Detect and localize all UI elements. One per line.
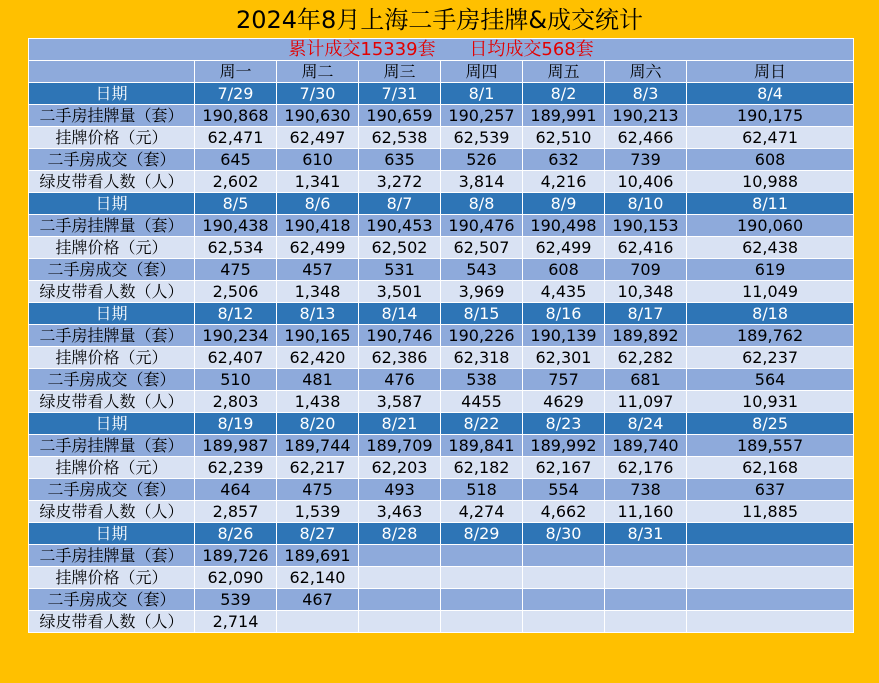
- value-cell: 189,740: [605, 435, 687, 457]
- value-cell: 610: [277, 149, 359, 171]
- date-row: [29, 83, 854, 105]
- value-cell: 62,237: [687, 347, 854, 369]
- value-cell: 190,438: [195, 215, 277, 237]
- header-corner: [29, 61, 195, 83]
- value-cell: 2,857: [195, 501, 277, 523]
- date-cell: 8/13: [277, 303, 359, 325]
- date-cell: 7/30: [277, 83, 359, 105]
- value-cell: 190,746: [359, 325, 441, 347]
- value-cell: 464: [195, 479, 277, 501]
- value-cell: 475: [195, 259, 277, 281]
- value-cell: 619: [687, 259, 854, 281]
- row-label: 挂牌价格（元）: [29, 127, 195, 149]
- value-cell: 62,301: [523, 347, 605, 369]
- value-cell: 189,841: [441, 435, 523, 457]
- summary-cell: [29, 39, 854, 61]
- value-cell: 190,659: [359, 105, 441, 127]
- deals-row: [29, 149, 854, 171]
- value-cell: 62,182: [441, 457, 523, 479]
- value-cell: 11,885: [687, 501, 854, 523]
- value-cell: 62,510: [523, 127, 605, 149]
- row-label: 二手房成交（套）: [29, 369, 195, 391]
- value-cell: 62,318: [441, 347, 523, 369]
- value-cell: 645: [195, 149, 277, 171]
- price-row: [29, 347, 854, 369]
- date-cell: 8/3: [605, 83, 687, 105]
- value-cell: 62,416: [605, 237, 687, 259]
- value-cell: [359, 567, 441, 589]
- value-cell: 62,438: [687, 237, 854, 259]
- value-cell: 554: [523, 479, 605, 501]
- value-cell: 1,341: [277, 171, 359, 193]
- value-cell: 189,744: [277, 435, 359, 457]
- value-cell: 1,348: [277, 281, 359, 303]
- value-cell: [523, 611, 605, 633]
- value-cell: 190,175: [687, 105, 854, 127]
- value-cell: 11,160: [605, 501, 687, 523]
- value-cell: 62,168: [687, 457, 854, 479]
- value-cell: 10,988: [687, 171, 854, 193]
- value-cell: 62,239: [195, 457, 277, 479]
- value-cell: [359, 611, 441, 633]
- value-cell: 189,557: [687, 435, 854, 457]
- weekday-header: 周六: [605, 61, 687, 83]
- value-cell: 62,471: [687, 127, 854, 149]
- date-cell: 7/29: [195, 83, 277, 105]
- value-cell: 4,274: [441, 501, 523, 523]
- weekday-header: 周四: [441, 61, 523, 83]
- value-cell: 62,499: [277, 237, 359, 259]
- value-cell: 10,931: [687, 391, 854, 413]
- value-cell: [441, 545, 523, 567]
- date-row: [29, 193, 854, 215]
- value-cell: 190,213: [605, 105, 687, 127]
- value-cell: 190,498: [523, 215, 605, 237]
- value-cell: 189,691: [277, 545, 359, 567]
- row-label: 二手房成交（套）: [29, 259, 195, 281]
- value-cell: 62,502: [359, 237, 441, 259]
- value-cell: 190,165: [277, 325, 359, 347]
- value-cell: 62,407: [195, 347, 277, 369]
- date-cell: 8/12: [195, 303, 277, 325]
- value-cell: 467: [277, 589, 359, 611]
- value-cell: 190,476: [441, 215, 523, 237]
- date-cell: 8/15: [441, 303, 523, 325]
- value-cell: 3,272: [359, 171, 441, 193]
- value-cell: 3,463: [359, 501, 441, 523]
- value-cell: 4,662: [523, 501, 605, 523]
- value-cell: 635: [359, 149, 441, 171]
- value-cell: 189,987: [195, 435, 277, 457]
- date-cell: 8/6: [277, 193, 359, 215]
- value-cell: 190,139: [523, 325, 605, 347]
- value-cell: [605, 611, 687, 633]
- date-cell: 8/19: [195, 413, 277, 435]
- value-cell: [605, 589, 687, 611]
- date-cell: 8/25: [687, 413, 854, 435]
- value-cell: 632: [523, 149, 605, 171]
- value-cell: 681: [605, 369, 687, 391]
- row-label: 日期: [29, 83, 195, 105]
- date-cell: 8/5: [195, 193, 277, 215]
- value-cell: 531: [359, 259, 441, 281]
- row-label: 二手房成交（套）: [29, 589, 195, 611]
- deals-row: [29, 479, 854, 501]
- value-cell: [523, 589, 605, 611]
- price-row: [29, 237, 854, 259]
- daily-average: 日均成交568套: [469, 39, 594, 60]
- listings-row: [29, 325, 854, 347]
- row-label: 二手房成交（套）: [29, 149, 195, 171]
- row-label: 绿皮带看人数（人）: [29, 171, 195, 193]
- row-label: 二手房成交（套）: [29, 479, 195, 501]
- value-cell: 2,803: [195, 391, 277, 413]
- row-label: 二手房挂牌量（套）: [29, 545, 195, 567]
- row-label: 挂牌价格（元）: [29, 567, 195, 589]
- value-cell: 608: [523, 259, 605, 281]
- price-row: [29, 567, 854, 589]
- row-label: 挂牌价格（元）: [29, 237, 195, 259]
- date-cell: 8/29: [441, 523, 523, 545]
- date-cell: 8/18: [687, 303, 854, 325]
- viewings-row: [29, 391, 854, 413]
- value-cell: 62,534: [195, 237, 277, 259]
- value-cell: 62,167: [523, 457, 605, 479]
- viewings-row: [29, 501, 854, 523]
- value-cell: [359, 589, 441, 611]
- value-cell: 4,216: [523, 171, 605, 193]
- date-row: [29, 303, 854, 325]
- summary-row: [29, 39, 854, 61]
- row-label: 绿皮带看人数（人）: [29, 501, 195, 523]
- value-cell: 62,176: [605, 457, 687, 479]
- value-cell: 637: [687, 479, 854, 501]
- date-cell: 7/31: [359, 83, 441, 105]
- value-cell: 190,868: [195, 105, 277, 127]
- value-cell: 2,602: [195, 171, 277, 193]
- row-label: 二手房挂牌量（套）: [29, 325, 195, 347]
- value-cell: 3,587: [359, 391, 441, 413]
- value-cell: [687, 567, 854, 589]
- row-label: 二手房挂牌量（套）: [29, 435, 195, 457]
- value-cell: 10,406: [605, 171, 687, 193]
- date-cell: 8/1: [441, 83, 523, 105]
- date-row: [29, 413, 854, 435]
- value-cell: 190,418: [277, 215, 359, 237]
- value-cell: [359, 545, 441, 567]
- value-cell: 510: [195, 369, 277, 391]
- value-cell: 11,097: [605, 391, 687, 413]
- total-deals: 累计成交15339套: [288, 39, 436, 60]
- value-cell: 476: [359, 369, 441, 391]
- value-cell: [687, 545, 854, 567]
- deals-row: [29, 369, 854, 391]
- date-cell: 8/31: [605, 523, 687, 545]
- viewings-row: [29, 171, 854, 193]
- row-label: 日期: [29, 303, 195, 325]
- date-cell: 8/4: [687, 83, 854, 105]
- value-cell: 62,539: [441, 127, 523, 149]
- value-cell: 62,538: [359, 127, 441, 149]
- row-label: 绿皮带看人数（人）: [29, 391, 195, 413]
- row-label: 日期: [29, 193, 195, 215]
- weekday-header: 周三: [359, 61, 441, 83]
- value-cell: 493: [359, 479, 441, 501]
- value-cell: [523, 545, 605, 567]
- value-cell: [441, 589, 523, 611]
- value-cell: 62,140: [277, 567, 359, 589]
- weekday-header: 周日: [687, 61, 854, 83]
- value-cell: 62,471: [195, 127, 277, 149]
- listings-row: [29, 545, 854, 567]
- value-cell: 190,060: [687, 215, 854, 237]
- value-cell: 11,049: [687, 281, 854, 303]
- row-label: 挂牌价格（元）: [29, 457, 195, 479]
- value-cell: 543: [441, 259, 523, 281]
- value-cell: [441, 611, 523, 633]
- row-label: 绿皮带看人数（人）: [29, 281, 195, 303]
- value-cell: 62,420: [277, 347, 359, 369]
- date-cell: 8/9: [523, 193, 605, 215]
- row-label: 二手房挂牌量（套）: [29, 215, 195, 237]
- weekday-header: 周五: [523, 61, 605, 83]
- value-cell: 62,090: [195, 567, 277, 589]
- value-cell: 189,991: [523, 105, 605, 127]
- value-cell: 189,709: [359, 435, 441, 457]
- date-cell: 8/30: [523, 523, 605, 545]
- viewings-row: [29, 281, 854, 303]
- value-cell: 539: [195, 589, 277, 611]
- row-label: 挂牌价格（元）: [29, 347, 195, 369]
- date-row: [29, 523, 854, 545]
- value-cell: 564: [687, 369, 854, 391]
- page-title: 2024年8月上海二手房挂牌&成交统计: [235, 6, 644, 34]
- value-cell: [605, 545, 687, 567]
- value-cell: 2,714: [195, 611, 277, 633]
- weekday-header: 周一: [195, 61, 277, 83]
- value-cell: 739: [605, 149, 687, 171]
- listings-row: [29, 435, 854, 457]
- value-cell: [523, 567, 605, 589]
- value-cell: 62,282: [605, 347, 687, 369]
- date-cell: 8/11: [687, 193, 854, 215]
- value-cell: 10,348: [605, 281, 687, 303]
- row-label: 日期: [29, 413, 195, 435]
- value-cell: 4455: [441, 391, 523, 413]
- value-cell: 190,257: [441, 105, 523, 127]
- weekday-header: 周二: [277, 61, 359, 83]
- viewings-row: [29, 611, 854, 633]
- value-cell: 475: [277, 479, 359, 501]
- value-cell: 3,814: [441, 171, 523, 193]
- value-cell: 608: [687, 149, 854, 171]
- value-cell: 189,762: [687, 325, 854, 347]
- date-cell: 8/16: [523, 303, 605, 325]
- value-cell: 4,435: [523, 281, 605, 303]
- deals-row: [29, 589, 854, 611]
- date-cell: 8/14: [359, 303, 441, 325]
- value-cell: [277, 611, 359, 633]
- value-cell: [687, 611, 854, 633]
- row-label: 日期: [29, 523, 195, 545]
- value-cell: 62,466: [605, 127, 687, 149]
- value-cell: 481: [277, 369, 359, 391]
- value-cell: 190,234: [195, 325, 277, 347]
- date-cell: 8/24: [605, 413, 687, 435]
- value-cell: 190,630: [277, 105, 359, 127]
- date-cell: 8/7: [359, 193, 441, 215]
- value-cell: 526: [441, 149, 523, 171]
- row-label: 绿皮带看人数（人）: [29, 611, 195, 633]
- value-cell: 1,539: [277, 501, 359, 523]
- value-cell: 3,501: [359, 281, 441, 303]
- value-cell: 62,499: [523, 237, 605, 259]
- date-cell: 8/8: [441, 193, 523, 215]
- weekday-header-row: [29, 61, 854, 83]
- value-cell: [687, 589, 854, 611]
- deals-row: [29, 259, 854, 281]
- row-label: 二手房挂牌量（套）: [29, 105, 195, 127]
- value-cell: 190,226: [441, 325, 523, 347]
- listings-row: [29, 105, 854, 127]
- value-cell: 2,506: [195, 281, 277, 303]
- value-cell: 190,453: [359, 215, 441, 237]
- date-cell: 8/10: [605, 193, 687, 215]
- value-cell: 518: [441, 479, 523, 501]
- value-cell: 62,507: [441, 237, 523, 259]
- date-cell: 8/20: [277, 413, 359, 435]
- value-cell: 4629: [523, 391, 605, 413]
- date-cell: 8/23: [523, 413, 605, 435]
- value-cell: 1,438: [277, 391, 359, 413]
- value-cell: 738: [605, 479, 687, 501]
- value-cell: 190,153: [605, 215, 687, 237]
- price-row: [29, 457, 854, 479]
- value-cell: 3,969: [441, 281, 523, 303]
- date-cell: 8/26: [195, 523, 277, 545]
- value-cell: 709: [605, 259, 687, 281]
- value-cell: [605, 567, 687, 589]
- date-cell: 8/21: [359, 413, 441, 435]
- value-cell: 757: [523, 369, 605, 391]
- date-cell: 8/22: [441, 413, 523, 435]
- value-cell: 62,203: [359, 457, 441, 479]
- value-cell: 62,217: [277, 457, 359, 479]
- price-row: [29, 127, 854, 149]
- value-cell: 189,892: [605, 325, 687, 347]
- date-cell: [687, 523, 854, 545]
- date-cell: 8/27: [277, 523, 359, 545]
- listings-row: [29, 215, 854, 237]
- value-cell: 62,497: [277, 127, 359, 149]
- value-cell: 62,386: [359, 347, 441, 369]
- value-cell: 189,726: [195, 545, 277, 567]
- value-cell: [441, 567, 523, 589]
- value-cell: 457: [277, 259, 359, 281]
- date-cell: 8/17: [605, 303, 687, 325]
- value-cell: 538: [441, 369, 523, 391]
- date-cell: 8/2: [523, 83, 605, 105]
- value-cell: 189,992: [523, 435, 605, 457]
- date-cell: 8/28: [359, 523, 441, 545]
- stats-table: [28, 38, 854, 633]
